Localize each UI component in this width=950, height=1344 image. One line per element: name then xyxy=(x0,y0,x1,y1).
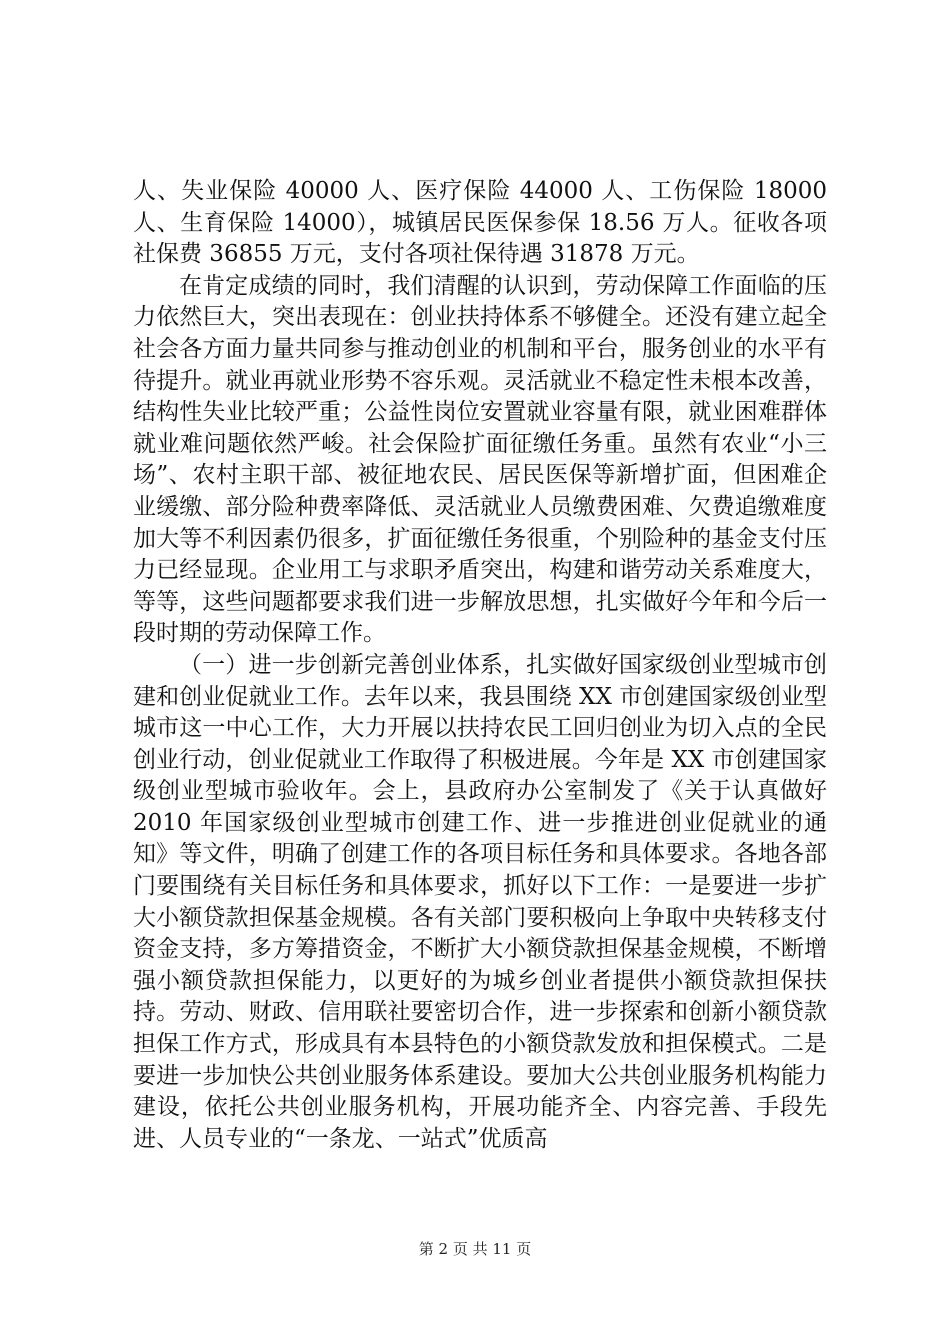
paragraph-1: 人、失业保险 40000 人、医疗保险 44000 人、工伤保险 18000 人、生育保险 14000），城镇居民医保参保 18.56 万人。征收各项社保费 36855 万元，支付各项社保待遇 31878 万元。 xyxy=(133,178,827,268)
paragraph-2: 在肯定成绩的同时，我们清醒的认识到，劳动保障工作面临的压力依然巨大，突出表现在：创业扶持体系不够健全。还没有建立起全社会各方面力量共同参与推动创业的机制和平台，服务创业的水平有待提升。就业再就业形势不容乐观。灵活就业不稳定性未根本改善，结构性失业比较严重；公益性岗位安置就业容量有限，就业困难群体就业难问题依然严峻。社会保险扩面征缴任务重。虽然有农业“小三场”、农村主职干部、被征地农民、居民医保等新增扩面，但困难企业缓缴、部分险种费率降低、灵活就业人员缴费困难、欠费追缴难度加大等不利因素仍很多，扩面征缴任务很重，个别险种的基金支付压力已经显现。企业用工与求职矛盾突出，构建和谐劳动关系难度大，等等，这些问题都要求我们进一步解放思想，扎实做好今年和今后一段时期的劳动保障工作。 xyxy=(133,272,827,647)
page-number-footer: 第 2 页 共 11 页 xyxy=(418,1240,532,1258)
document-body xyxy=(133,176,827,1155)
paragraph-3: （一）进一步创新完善创业体系，扎实做好国家级创业型城市创建和创业促就业工作。去年以来，我县围绕 XX 市创建国家级创业型城市这一中心工作，大力开展以扶持农民工回归创业为切入点的全民创业行动，创业促就业工作取得了积极进展。今年是 XX 市创建国家级创业型城市验收年。会上，县政府办公室制发了《关于认真做好 2010 年国家级创业型城市创建工作、进一步推进创业促就业的通知》等文件，明确了创建工作的各项目标任务和具体要求。各地各部门要围绕有关目标任务和具体要求，抓好以下工作：一是要进一步扩大小额贷款担保基金规模。各有关部门要积极向上争取中央转移支付资金支持，多方筹措资金，不断扩大小额贷款担保基金规模，不断增强小额贷款担保能力，以更好的为城乡创业者提供小额贷款担保扶持。劳动、财政、信用联社要密切合作，进一步探索和创新小额贷款担保工作方式，形成具有本县特色的小额贷款发放和担保模式。二是要进一步加快公共创业服务体系建设。要加大公共创业服务机构能力建设，依托公共创业服务机构，开展功能齐全、内容完善、手段先进、人员专业的“一条龙、一站式”优质高 xyxy=(133,651,827,1152)
